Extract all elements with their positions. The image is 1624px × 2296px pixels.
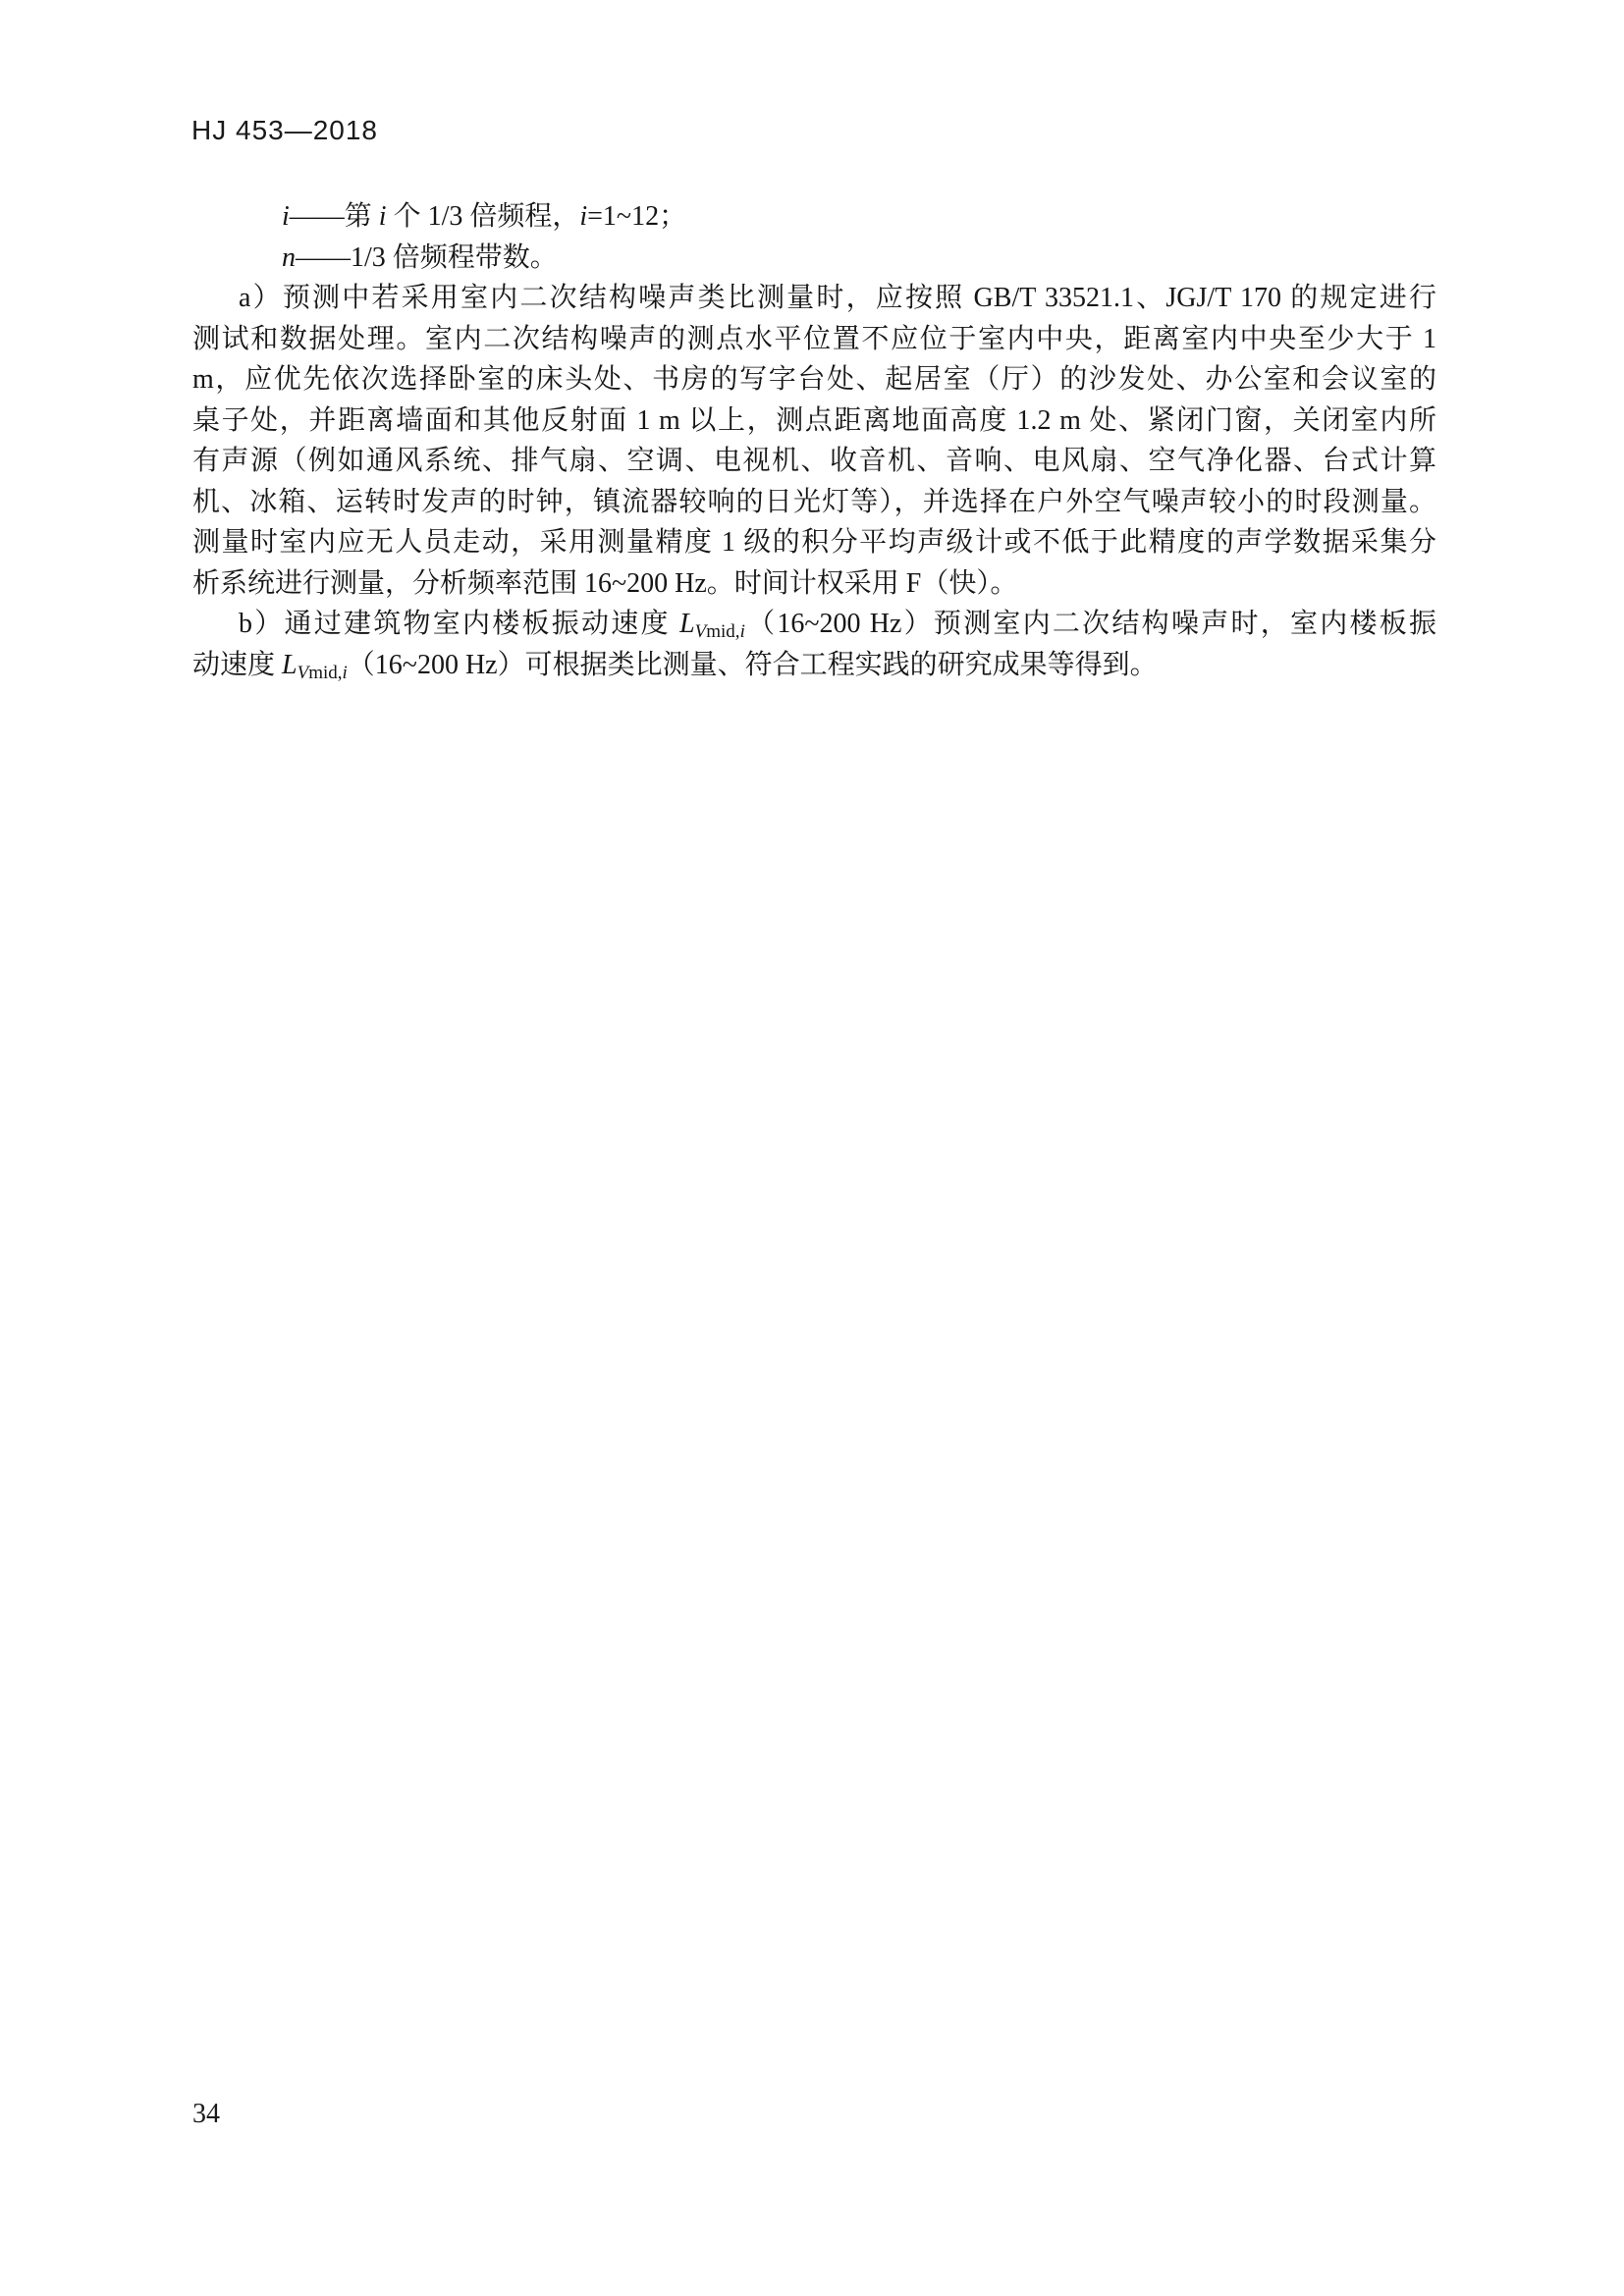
- text-segment: mid,: [308, 662, 343, 683]
- text-segment: 机、冰箱、运转时发声的时钟，镇流器较响的日光灯等），并选择在户外空气噪声较小的时段测量。: [192, 486, 1436, 517]
- definition-line-n: [192, 238, 1436, 279]
- text-segment: mid,: [706, 621, 740, 642]
- paragraph-a-line-1: [192, 278, 1436, 319]
- text-segment: i: [342, 662, 348, 683]
- text-segment: （16~200 Hz）预测室内二次结构噪声时，室内楼板振: [744, 609, 1436, 639]
- text-segment: i: [579, 201, 588, 232]
- paragraph-a-line-3: [192, 359, 1436, 400]
- text-segment: （16~200 Hz）可根据类比测量、符合工程实践的研究成果等得到。: [347, 649, 1158, 680]
- paragraph-b-line-1: [192, 604, 1436, 645]
- text-segment: n: [282, 241, 296, 273]
- paragraph-a-line-8: [192, 563, 1436, 605]
- paragraph-a-line-5: [192, 441, 1436, 482]
- text-segment: b）通过建筑物室内楼板振动速度: [239, 609, 680, 639]
- text-segment: i: [282, 201, 290, 232]
- text-segment: ——1/3 倍频程带数。: [296, 241, 558, 273]
- text-segment: =1~12；: [587, 201, 687, 232]
- text-segment: 桌子处，并距离墙面和其他反射面 1 m 以上，测点距离地面高度 1.2 m 处、紧闭门窗，关闭室内所: [192, 404, 1436, 436]
- text-segment: V: [694, 621, 707, 642]
- paragraph-b-line-2: [192, 645, 1436, 686]
- paragraph-a-line-7: [192, 522, 1436, 563]
- text-segment: 个 1/3 倍频程，: [386, 201, 580, 232]
- text-segment: i: [378, 201, 387, 232]
- definition-line-i: [192, 196, 1436, 238]
- text-segment: 测量时室内应无人员走动，采用测量精度 1 级的积分平均声级计或不低于此精度的声学数据采集分: [192, 527, 1436, 558]
- paragraph-a-line-2: [192, 319, 1436, 360]
- text-segment: a）预测中若采用室内二次结构噪声类比测量时，应按照 GB/T 33521.1、JGJ/T 170 的规定进行: [239, 283, 1436, 313]
- document-body: [192, 196, 1436, 685]
- text-segment: m，应优先依次选择卧室的床头处、书房的写字台处、起居室（厅）的沙发处、办公室和会议室的: [192, 364, 1436, 395]
- text-segment: 有声源（例如通风系统、排气扇、空调、电视机、收音机、音响、电风扇、空气净化器、台式计算: [192, 446, 1436, 476]
- page-number: 34: [192, 2099, 220, 2129]
- text-segment: L: [679, 609, 695, 639]
- text-segment: ——第: [289, 201, 379, 232]
- text-segment: L: [282, 649, 298, 680]
- text-segment: 析系统进行测量，分析频率范围 16~200 Hz。时间计权采用 F（快）。: [192, 567, 1018, 599]
- document-header: HJ 453—2018: [191, 115, 379, 145]
- paragraph-a-line-4: [192, 400, 1436, 442]
- paragraph-a-line-6: [192, 482, 1436, 523]
- text-segment: 测试和数据处理。室内二次结构噪声的测点水平位置不应位于室内中央，距离室内中央至少大于 1: [192, 323, 1436, 354]
- text-segment: V: [297, 662, 309, 683]
- text-segment: i: [739, 621, 745, 642]
- text-segment: 动速度: [192, 649, 283, 680]
